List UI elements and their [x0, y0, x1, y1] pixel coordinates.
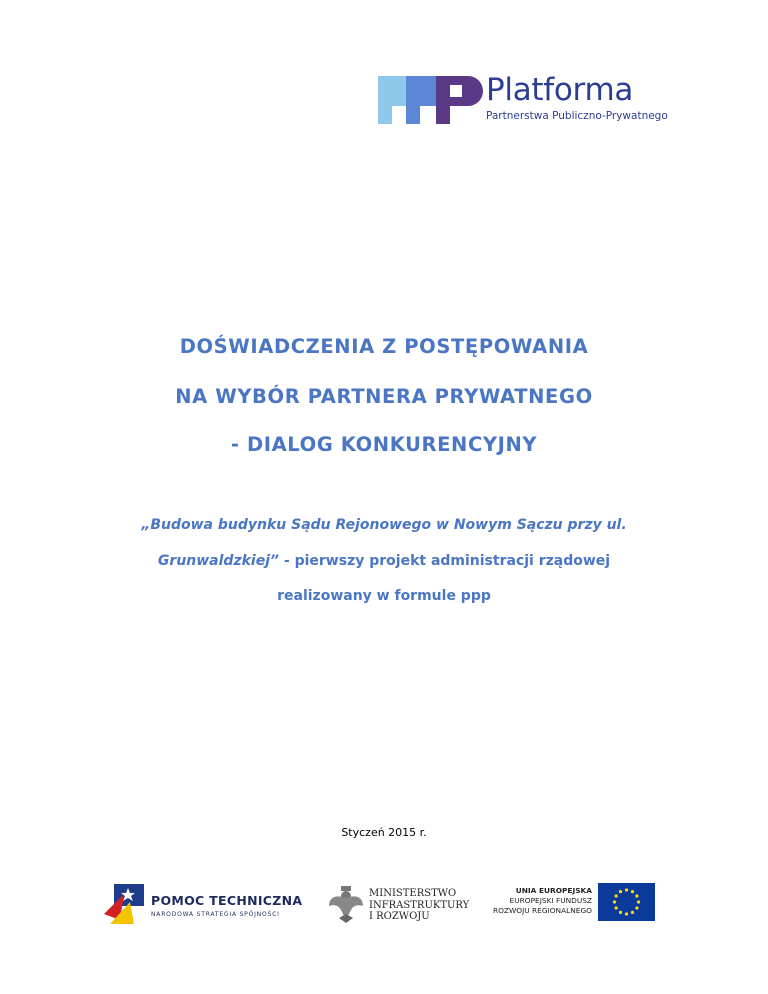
- document-date: Styczeń 2015 r.: [341, 826, 427, 839]
- subtitle-line-2: [0, 553, 768, 569]
- eu-flag-icon: [598, 883, 655, 921]
- document-title-line-1: DOŚWIADCZENIA Z POSTĘPOWANIA: [179, 335, 589, 358]
- logo-brand-text: Platforma: [486, 72, 634, 108]
- polish-eagle-emblem-icon: [327, 884, 365, 924]
- eu-line-2: EUROPEJSKI FUNDUSZ: [509, 896, 592, 905]
- pomoc-techniczna-title: POMOC TECHNICZNA: [151, 893, 303, 908]
- subtitle-project-name-part-2: Grunwaldzkiej”: [157, 553, 280, 569]
- subtitle-line-3: realizowany w formule ppp: [277, 588, 491, 604]
- subtitle-project-name-part-1: „Budowa budynku Sądu Rejonowego w Nowym Sączu przy ul.: [141, 517, 627, 533]
- subtitle-description: - pierwszy projekt administracji rządowej: [279, 553, 611, 569]
- pomoc-techniczna-subtitle: NARODOWA STRATEGIA SPÓJNOŚCI: [151, 911, 280, 918]
- ministry-line-1: MINISTERSTWO: [369, 888, 457, 899]
- document-title-line-2: NA WYBÓR PARTNERA PRYWATNEGO: [175, 385, 593, 408]
- pomoc-techniczna-emblem-icon: [100, 880, 148, 928]
- document-title-line-3: - DIALOG KONKURENCYJNY: [230, 433, 538, 456]
- eu-line-3: ROZWOJU REGIONALNEGO: [492, 906, 592, 915]
- eu-line-1: UNIA EUROPEJSKA: [515, 886, 592, 895]
- ministry-line-3: I ROZWOJU: [369, 911, 430, 922]
- logo-tagline: Partnerstwa Publiczno-Prywatnego: [486, 110, 668, 122]
- ministry-name: [369, 888, 469, 923]
- ministry-line-2: INFRASTRUKTURY: [369, 899, 470, 911]
- eu-fund-text: [482, 886, 592, 916]
- subtitle-line-1: [0, 517, 768, 533]
